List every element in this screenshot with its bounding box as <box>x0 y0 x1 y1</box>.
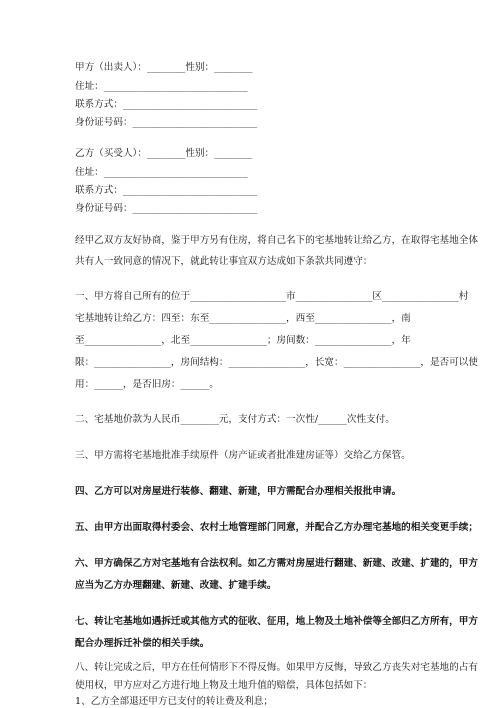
clause-6-line-1: 六、甲方确保乙方对宅基地有合法权利。如乙方需对房屋进行翻建、新建、改建、扩建的，甲方 <box>75 558 478 569</box>
clause-2: 二、宅基地价款为人民币________元，支付方式：一次性/______次性支付。 <box>75 414 395 425</box>
clause-7-line-1: 七、转让宅基地如遇拆迁或其他方式的征收、征用，地上物及土地补偿等全部归乙方所有，甲方 <box>75 616 478 627</box>
clause-1-line-1: 一、甲方将自己所有的位于____________________市________________区________________村 <box>75 291 469 302</box>
party-b-contact-line: 联系方式：____________________________ <box>75 185 258 196</box>
party-b-id-line: 身份证号码：__________________________ <box>75 203 258 214</box>
party-a-id-line: 身份证号码：__________________________ <box>75 117 258 128</box>
clause-1-line-4: 限：________________，房间结构：________________，长宽：________________，是否可以使 <box>75 357 478 368</box>
clause-8-line-1: 八、转让完成之后，甲方在任何情形下不得反悔。如果甲方反悔，导致乙方丧失对宅基地的占有 <box>75 662 478 673</box>
clause-8-line-3: 1、乙方全部退还甲方已支付的转让费及利息； <box>75 696 273 707</box>
party-a-address-line: 住址：______________________________ <box>75 81 248 92</box>
party-a-name-line: 甲方（出卖人）：________性别：________ <box>75 62 253 73</box>
party-b-name-line: 乙方（买受人）：________性别：________ <box>75 148 253 159</box>
clause-1-line-3: 至________________，北至________________；房间数：________________，年 <box>75 335 411 346</box>
party-a-contact-line: 联系方式：____________________________ <box>75 99 258 110</box>
intro-line-2: 共有人一致同意的情况下，就此转让事宜双方达成如下条款共同遵守： <box>75 256 373 267</box>
clause-7-line-2: 配合办理拆迁补偿的相关手续。 <box>75 638 210 649</box>
clause-3: 三、甲方需将宅基地批准手续原件（房产证或者批准建房证等）交给乙方保管。 <box>75 450 411 461</box>
clause-6-line-2: 应当为乙方办理翻建、新建、改建、扩建手续。 <box>75 580 277 591</box>
party-b-address-line: 住址：______________________________ <box>75 167 248 178</box>
clause-4: 四、乙方可以对房屋进行装修、翻建、新建，甲方需配合办理相关报批申请。 <box>75 486 402 497</box>
clause-1-line-2: 宅基地转让给乙方：四至：东至________________，西至________________，南 <box>75 313 411 324</box>
clause-1-line-5: 用：______，是否旧房：______。 <box>75 379 219 390</box>
intro-line-1: 经甲乙双方友好协商，鉴于甲方另有住房，将自己名下的宅基地转让给乙方，在取得宅基地全体 <box>75 235 478 246</box>
clause-5: 五、由甲方出面取得村委会、农村土地管理部门同意，并配合乙方办理宅基地的相关变更手续； <box>75 522 478 533</box>
clause-8-line-2: 使用权，甲方应对乙方进行地上物及土地升值的赔偿，具体包括如下： <box>75 680 373 691</box>
